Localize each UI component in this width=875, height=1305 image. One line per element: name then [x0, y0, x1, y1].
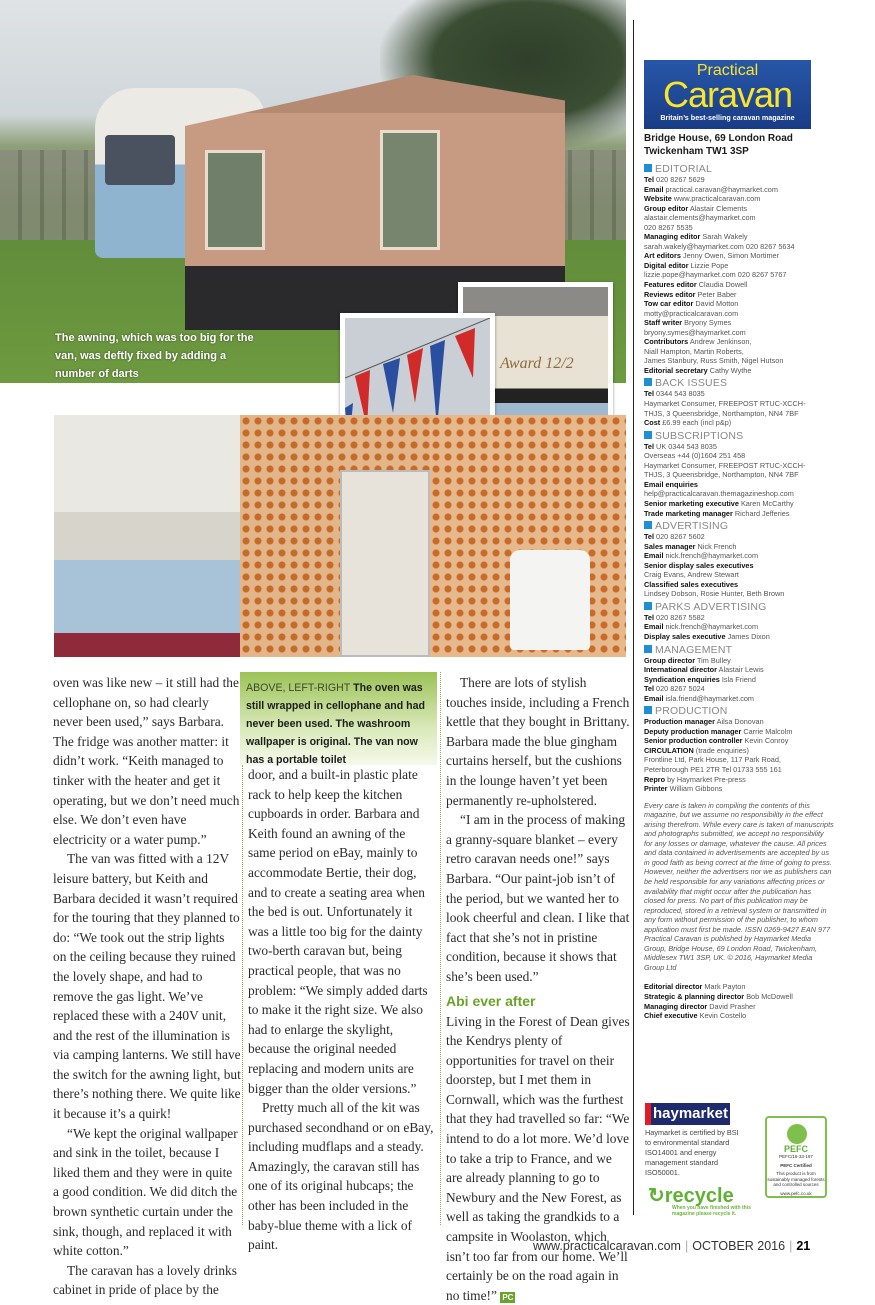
haymarket-certification: Haymarket is certified by BSI to environmental standard ISO14001 and energy management standard ISO50001.: [645, 1128, 745, 1178]
credit-line: [644, 389, 834, 399]
credit-role: Contributors: [644, 337, 688, 346]
paragraph: door, and a built-in plastic plate rack to help keep the kitchen cupboards in order. Barbara and Keith found an awning of the same period on eBay, mainly to accommodate Bertie, their dog, and to create a seating area when the bed is out. Unfortunately it was a little too big for the dainty two-berth caravan but, being practical people, that was no problem: “We simply added darts to make it the right size. We also had to enlarge the skylight, because the original needed replacing and modern units are bigger than the older versions.”: [248, 765, 436, 1098]
credit-value: isla.friend@haymarket.com: [666, 694, 755, 703]
credit-line: [644, 684, 834, 694]
credit-line: [644, 194, 834, 204]
section-square-icon: [644, 431, 652, 439]
credit-line: [644, 622, 834, 632]
executive-line: [644, 1011, 834, 1021]
credit-value: Niall Hampton, Martin Roberts,: [644, 347, 744, 356]
credit-role: Senior marketing executive: [644, 499, 739, 508]
credit-role: Deputy production manager: [644, 727, 741, 736]
credit-line: [644, 175, 834, 185]
credit-role: Tow car editor: [644, 299, 693, 308]
credit-value: Alastair Lewis: [719, 665, 764, 674]
logo-line-1: Practical: [644, 63, 811, 79]
credit-role: Website: [644, 194, 672, 203]
paragraph: “I am in the process of making a granny-square blanket – every retro caravan needs one!” says Barbara. “Our paint-job isn’t of the period, but we wanted her to look cheerful and clean. I like that fact that she’s not in pristine condition, because it shows that she’s been used.”: [446, 810, 630, 986]
photo-caption-box: [240, 672, 437, 765]
credit-role: Email enquiries: [644, 480, 698, 489]
section-heading: [644, 645, 834, 656]
credit-line: [644, 775, 834, 785]
section-heading: [644, 431, 834, 442]
section-title: ADVERTISING: [655, 520, 728, 532]
subheading: Abi ever after: [446, 993, 630, 1009]
credit-role: Staff writer: [644, 318, 682, 327]
credit-value: Peter Baber: [698, 290, 737, 299]
credit-line: [644, 442, 834, 452]
section-heading: [644, 164, 834, 175]
sidebar-divider: [633, 20, 634, 1215]
credit-value: bryony.symes@haymarket.com: [644, 328, 746, 337]
credit-value: 020 8267 5602: [656, 532, 705, 541]
credit-role: Email: [644, 551, 663, 560]
credit-value: motty@practicalcaravan.com: [644, 309, 738, 318]
credit-line: [644, 551, 834, 561]
credit-role: Cost: [644, 418, 660, 427]
credit-value: Overseas +44 (0)1604 251 458: [644, 451, 745, 460]
credit-value: James Dixon: [728, 632, 770, 641]
credit-role: Editorial secretary: [644, 366, 708, 375]
award-badge-text: Award 12/2: [500, 355, 574, 373]
credit-line: [644, 318, 834, 328]
credit-value: THJS, 3 Queensbridge, Northampton, NN4 7BF: [644, 470, 799, 479]
executive-role: Chief executive: [644, 1011, 698, 1020]
credit-role: Tel: [644, 175, 654, 184]
credit-line: [644, 223, 834, 233]
credit-line: [644, 755, 834, 765]
credit-value: Peterborough PE1 2TR Tel 01733 555 161: [644, 765, 782, 774]
credit-line: [644, 480, 834, 490]
credit-value: Haymarket Consumer, FREEPOST RTUC-XCCH-: [644, 399, 806, 408]
credit-value: www.practicalcaravan.com: [674, 194, 760, 203]
section-square-icon: [644, 602, 652, 610]
awning-window: [205, 150, 265, 250]
page-number: 21: [796, 1239, 810, 1253]
credit-value: alastair.clements@haymarket.com: [644, 213, 756, 222]
executive-name: Bob McDowell: [746, 992, 793, 1001]
credit-value: 020 8267 5535: [644, 223, 693, 232]
paragraph: The caravan has a lovely drinks cabinet in pride of place by the: [53, 1261, 241, 1300]
pefc-logo-text: PEFC: [767, 1144, 825, 1154]
footer-url: www.practicalcaravan.com: [533, 1239, 681, 1253]
credit-value: Haymarket Consumer, FREEPOST RTUC-XCCH-: [644, 461, 806, 470]
credit-role: Sales manager: [644, 542, 696, 551]
credit-value: Cathy Wythe: [710, 366, 752, 375]
credit-line: [644, 765, 834, 775]
credit-value: by Haymarket Pre-press: [667, 775, 746, 784]
credit-line: [644, 366, 834, 376]
credit-role: Group editor: [644, 204, 688, 213]
executive-name: Mark Payton: [704, 982, 745, 991]
section-heading: [644, 521, 834, 532]
column-divider: [242, 765, 243, 1225]
credit-line: [644, 409, 834, 419]
credit-role: Email: [644, 622, 663, 631]
address: [644, 133, 834, 158]
credit-value: 0344 543 8035: [656, 389, 705, 398]
paragraph: [446, 1012, 630, 1305]
credit-value: Lizzie Pope: [691, 261, 729, 270]
credit-value: Alastair Clements: [690, 204, 747, 213]
section-title: PARKS ADVERTISING: [655, 601, 767, 613]
column-divider: [440, 672, 441, 1225]
section-square-icon: [644, 378, 652, 386]
credit-role: Email: [644, 694, 663, 703]
credit-line: [644, 232, 834, 242]
credit-value: practical.caravan@haymarket.com: [666, 185, 778, 194]
article-column-1: [53, 673, 241, 1300]
executive-line: [644, 992, 834, 1002]
credit-line: [644, 632, 834, 642]
credit-value: 020 8267 5024: [656, 684, 705, 693]
credit-value: Lindsey Dobson, Rosie Hunter, Beth Brown: [644, 589, 784, 598]
credit-line: [644, 542, 834, 552]
paragraph-text: Living in the Forest of Dean gives the Kendrys plenty of opportunities for travel on their doorstep, but I met them in Cornwall, which was the furthest that they had travelled so far: “We intend to do a lot more. We’d love to take a trip to France, and we are already planning to go to Newbury and the New Forest, as well as taking the grandkids to a campsite in Woolaston, which isn’t too far from our home. We’ll certainly be on the road again in no time!”: [446, 1014, 630, 1303]
credit-line: [644, 185, 834, 195]
credit-role: Reviews editor: [644, 290, 696, 299]
credit-value: Andrew Jenkinson,: [690, 337, 752, 346]
credit-role: Features editor: [644, 280, 697, 289]
credit-role: Display sales executive: [644, 632, 726, 641]
credit-role: CIRCULATION: [644, 746, 694, 755]
credit-value: £6.99 each (incl p&p): [662, 418, 731, 427]
credit-value: 020 8267 5629: [656, 175, 705, 184]
section-heading: [644, 706, 834, 717]
section-title: EDITORIAL: [655, 163, 712, 175]
credit-line: [644, 727, 834, 737]
credit-role: International director: [644, 665, 717, 674]
credit-value: 020 8267 5582: [656, 613, 705, 622]
credit-value: David Motton: [695, 299, 738, 308]
credit-value: Kevin Conroy: [745, 736, 789, 745]
section-title: SUBSCRIPTIONS: [655, 430, 743, 442]
section-title: MANAGEMENT: [655, 644, 732, 656]
paragraph: oven was like new – it still had the cellophane on, so had clearly never been used,” says Barbara. The fridge was another matter: it didn’t work. “Keith managed to tinker with the heater and get it operating, but we don’t need much else. We don’t even have electricity or a water pump.”: [53, 673, 241, 849]
portable-toilet: [510, 550, 590, 650]
credit-line: [644, 717, 834, 727]
credit-role: Senior production controller: [644, 736, 743, 745]
paragraph: “We kept the original wallpaper and sink in the toilet, because I liked them and they were in quite a good condition. We did ditch the brown synthetic curtain under the sink, though, and replaced it with white cotton.”: [53, 1124, 241, 1261]
address-line: Bridge House, 69 London Road: [644, 133, 834, 146]
haymarket-logo: haymarket: [645, 1103, 730, 1125]
credit-sections: [644, 164, 834, 794]
credit-line: [644, 242, 834, 252]
credit-value: Sarah Wakely: [702, 232, 747, 241]
credit-role: Production manager: [644, 717, 715, 726]
awning-door: [380, 130, 440, 250]
article-column-2: [248, 765, 436, 1255]
masthead-credits: [644, 133, 834, 1021]
hero-caption: The awning, which was too big for the van, was deftly fixed by adding a number of darts: [55, 329, 255, 383]
credit-line: [644, 299, 834, 309]
credit-line: [644, 784, 834, 794]
credit-value: Carrie Malcolm: [743, 727, 792, 736]
credit-role: Classified sales executives: [644, 580, 738, 589]
section-heading: [644, 378, 834, 389]
executive-name: Kevin Costello: [700, 1011, 747, 1020]
section-title: PRODUCTION: [655, 705, 728, 717]
credit-line: [644, 461, 834, 471]
pefc-code: PEFC/16-33-197: [767, 1154, 825, 1160]
credit-line: [644, 356, 834, 366]
credit-role: Art editors: [644, 251, 681, 260]
credit-line: [644, 613, 834, 623]
credit-role: Senior display sales executives: [644, 561, 754, 570]
kitchen-photo: [54, 415, 240, 657]
recycle-note: When you have finished with this magazine please recycle it.: [672, 1205, 772, 1217]
credit-role: Tel: [644, 532, 654, 541]
credit-line: [644, 418, 834, 428]
section-title: BACK ISSUES: [655, 377, 727, 389]
pefc-badge: [765, 1116, 827, 1198]
section-square-icon: [644, 706, 652, 714]
credit-line: [644, 509, 834, 519]
credit-line: [644, 261, 834, 271]
section-square-icon: [644, 164, 652, 172]
credit-role: Email: [644, 185, 663, 194]
credit-value: nick.french@haymarket.com: [666, 551, 759, 560]
credit-value: help@practicalcaravan.themagazineshop.com: [644, 489, 794, 498]
caption-label: ABOVE, LEFT-RIGHT: [246, 682, 350, 694]
executive-line: [644, 982, 834, 992]
door: [340, 470, 430, 657]
page-footer: www.practicalcaravan.com | OCTOBER 2016 | 21: [533, 1239, 810, 1253]
article-column-3: [446, 673, 630, 1305]
credit-line: [644, 399, 834, 409]
practical-caravan-logo: [644, 60, 811, 129]
credit-line: [644, 489, 834, 499]
credit-role: Digital editor: [644, 261, 689, 270]
credit-line: [644, 746, 834, 756]
pefc-body: This product is from sustainably managed forests and controlled sources: [767, 1171, 825, 1188]
executive-role: Managing director: [644, 1002, 707, 1011]
credit-line: [644, 580, 834, 590]
credit-line: [644, 736, 834, 746]
pefc-url: www.pefc.co.uk: [767, 1191, 825, 1197]
credit-line: [644, 328, 834, 338]
executive-role: Editorial director: [644, 982, 702, 991]
section-square-icon: [644, 645, 652, 653]
paragraph: The van was fitted with a 12V leisure battery, but Keith and Barbara decided it wasn’t required for the touring that they planned to do: “We took out the strip lights on the ceiling because they ruined the lovely shape, and had to remove the gas light. We’ve replaced these with a 240V unit, and the rest of the illumination is via camping lanterns. We still have the switch for the awning light, but there’s nothing there. We quite like it because it’s a quirk!: [53, 849, 241, 1123]
credit-line: [644, 280, 834, 290]
executive-line: [644, 1002, 834, 1012]
pefc-tree-icon: [787, 1124, 807, 1144]
credit-line: [644, 470, 834, 480]
end-mark: PC: [500, 1292, 515, 1303]
credit-line: [644, 347, 834, 357]
credit-value: Bryony Symes: [684, 318, 731, 327]
credit-line: [644, 213, 834, 223]
credit-line: [644, 665, 834, 675]
credit-value: (trade enquiries): [696, 746, 749, 755]
credit-value: THJS, 3 Queensbridge, Northampton, NN4 7BF: [644, 409, 799, 418]
credit-line: [644, 694, 834, 704]
credit-value: lizzie.pope@haymarket.com 020 8267 5767: [644, 270, 787, 279]
footer-issue: OCTOBER 2016: [692, 1239, 785, 1253]
credit-line: [644, 204, 834, 214]
executives: [644, 982, 834, 1020]
credit-role: Printer: [644, 784, 668, 793]
credit-line: [644, 309, 834, 319]
credit-role: Tel: [644, 389, 654, 398]
recycle-icon: ↻: [648, 1185, 665, 1207]
credit-role: Trade marketing manager: [644, 509, 733, 518]
credit-line: [644, 532, 834, 542]
section-square-icon: [644, 521, 652, 529]
credit-value: sarah.wakely@haymarket.com 020 8267 5634: [644, 242, 795, 251]
caption-text: The oven was still wrapped in cellophane and had never been used. The washroom wallpaper is original. The van now has a portable toilet: [246, 682, 425, 766]
credit-line: [644, 499, 834, 509]
credit-value: Tim Bulley: [697, 656, 731, 665]
credit-value: Nick French: [698, 542, 737, 551]
credit-line: [644, 270, 834, 280]
logo-tagline: Britain’s best-selling caravan magazine: [644, 113, 811, 122]
credit-line: [644, 337, 834, 347]
recycle-label: recycle: [665, 1185, 734, 1207]
credit-value: Frontline Ltd, Park House, 117 Park Road,: [644, 755, 781, 764]
credit-value: Karen McCarthy: [741, 499, 794, 508]
credit-line: [644, 451, 834, 461]
credit-value: Jenny Owen, Simon Mortimer: [683, 251, 779, 260]
credit-value: UK 0344 543 8035: [656, 442, 717, 451]
credit-role: Tel: [644, 442, 654, 451]
credit-role: Syndication enquiries: [644, 675, 720, 684]
pefc-title: PEFC Certified: [767, 1163, 825, 1169]
credit-line: [644, 251, 834, 261]
credit-value: William Gibbons: [670, 784, 723, 793]
credit-value: nick.french@haymarket.com: [666, 622, 759, 631]
executive-name: David Prasher: [709, 1002, 755, 1011]
credit-value: Isla Friend: [722, 675, 756, 684]
credit-role: Managing editor: [644, 232, 700, 241]
executive-role: Strategic & planning director: [644, 992, 744, 1001]
credit-value: James Stanbury, Russ Smith, Nigel Hutson: [644, 356, 783, 365]
logo-line-2: Caravan: [644, 79, 811, 111]
credit-line: [644, 561, 834, 571]
credit-line: [644, 589, 834, 599]
credit-role: Tel: [644, 684, 654, 693]
credit-role: Group director: [644, 656, 695, 665]
credit-value: Claudia Dowell: [699, 280, 748, 289]
credit-line: [644, 656, 834, 666]
credit-line: [644, 290, 834, 300]
credit-role: Repro: [644, 775, 665, 784]
caravan-window: [105, 135, 175, 185]
credit-line: [644, 675, 834, 685]
paragraph: There are lots of stylish touches inside, including a French kettle that they bought in Brittany. Barbara made the blue gingham curtains herself, but the cushions in the lounge haven’t yet been permanently re-upholstered.: [446, 673, 630, 810]
address-line: Twickenham TW1 3SP: [644, 146, 834, 159]
credit-value: Craig Evans, Andrew Stewart: [644, 570, 739, 579]
disclaimer: Every care is taken in compiling the contents of this magazine, but we assume no responsibility in the effect arising therefrom. While every care is taken of manuscripts and photographs submitted, we accept no responsibility for any losses or damage, whatever the cause. All prices and data contained in advertisements are accepted by us in good faith as being correct at the time of going to press. However, neither the advertisers nor we as publishers can be held responsible for any variations affecting prices or availability that might occur after the publication has closed for press. No part of this publication may be reproduced, stored in a retrieval system or transmitted in any form without permission of the publisher, to whom application must first be made. ISSN 0269-9427 EAN 977 Practical Caravan is published by Haymarket Media Group, Bridge House, 69 London Road, Twickenham, Middlesex TW1 3SP, UK. © 2016, Haymarket Media Group Ltd: [644, 801, 834, 973]
credit-value: Ailsa Donovan: [717, 717, 764, 726]
credit-line: [644, 570, 834, 580]
credit-value: Richard Jefferies: [735, 509, 790, 518]
paragraph: Pretty much all of the kit was purchased secondhand or on eBay, including mudflaps and a steady. Amazingly, the caravan still has one of its original hubcaps; the other has been included in the baby-blue theme with a lick of paint.: [248, 1098, 436, 1255]
section-heading: [644, 602, 834, 613]
credit-role: Tel: [644, 613, 654, 622]
